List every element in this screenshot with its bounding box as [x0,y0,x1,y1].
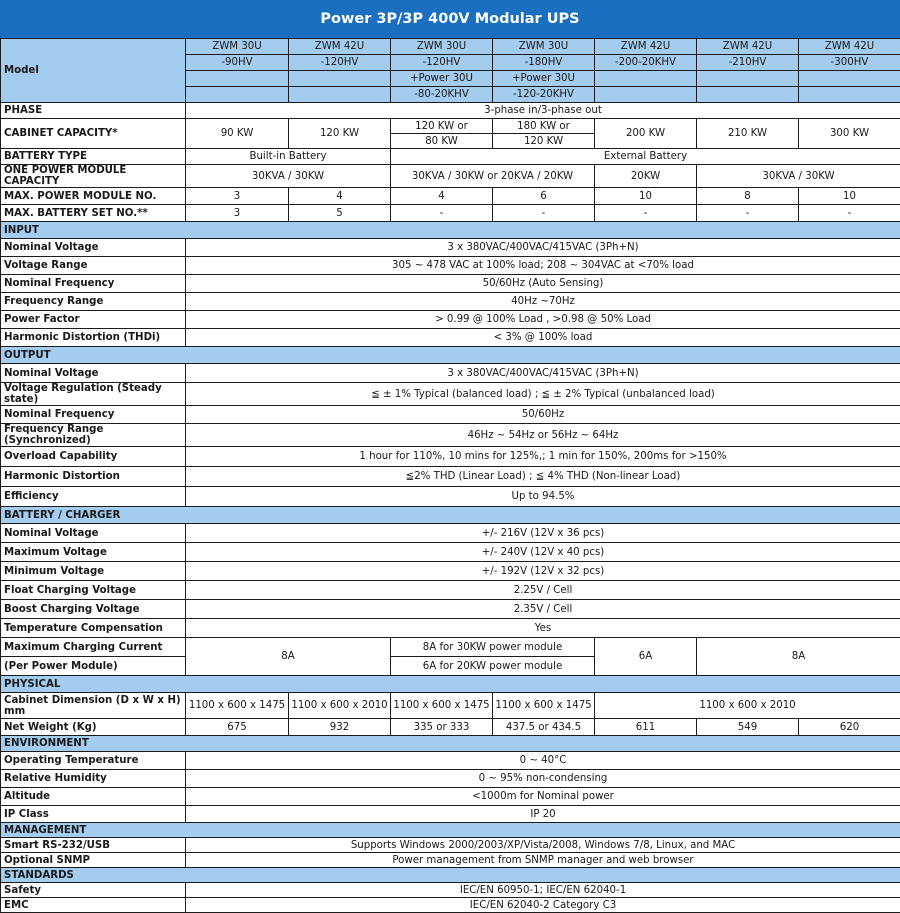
cabinet-capacity-value: 210 KW [697,119,799,149]
model-suffix: -210HV [697,55,799,71]
weight-value: 932 [289,719,391,736]
max-module-label: MAX. POWER MODULE NO. [1,188,186,205]
spec-label: Harmonic Distortion (THDi) [1,329,186,347]
spec-value: Up to 94.5% [186,487,900,507]
cabinet-capacity-value: 300 KW [799,119,900,149]
battery-type-label: BATTERY TYPE [1,149,186,165]
model-extra: +Power 30U [391,71,493,87]
page-title: Power 3P/3P 400V Modular UPS [0,0,900,38]
model-name: ZWM 42U [289,39,391,55]
spec-value: < 3% @ 100% load [186,329,900,347]
section-output: OUTPUT [1,347,900,364]
spec-value: 1 hour for 110%, 10 mins for 125%,; 1 min for 150%, 200ms for >150% [186,447,900,467]
section-standards: STANDARDS [1,868,900,883]
spec-label: Voltage Range [1,257,186,275]
cabinet-capacity-value: 90 KW [186,119,289,149]
spec-value: 305 ~ 478 VAC at 100% load; 208 ~ 304VAC at <70% load [186,257,900,275]
spec-label: Nominal Voltage [1,524,186,543]
spec-value: 0 ~ 95% non-condensing [186,770,900,788]
model-name: ZWM 42U [595,39,697,55]
spec-value: > 0.99 @ 100% Load , >0.98 @ 50% Load [186,311,900,329]
model-extra2 [289,87,391,103]
dimension-value: 1100 x 600 x 2010 [289,693,391,719]
model-extra [186,71,289,87]
spec-value: 3 x 380VAC/400VAC/415VAC (3Ph+N) [186,364,900,383]
model-name: ZWM 42U [697,39,799,55]
charging-current-value: 6A for 20KW power module [391,657,595,676]
charging-current-sublabel: (Per Power Module) [1,657,186,676]
weight-value: 675 [186,719,289,736]
max-battery-value: 3 [186,205,289,222]
spec-table [0,38,900,913]
battery-type-builtin: Built-in Battery [186,149,391,165]
weight-value: 611 [595,719,697,736]
spec-value: +/- 240V (12V x 40 pcs) [186,543,900,562]
cabinet-capacity-label: CABINET CAPACITY* [1,119,186,149]
model-name: ZWM 30U [391,39,493,55]
spec-value: 50/60Hz [186,406,900,424]
spec-label: Nominal Frequency [1,275,186,293]
max-module-value: 4 [391,188,493,205]
phase-value: 3-phase in/3-phase out [186,103,900,119]
cabinet-capacity-value: 80 KW [391,134,493,149]
max-module-value: 10 [595,188,697,205]
max-battery-value: - [391,205,493,222]
module-capacity-value: 30KVA / 30KW [697,165,900,188]
module-capacity-value: 20KW [595,165,697,188]
section-battery: BATTERY / CHARGER [1,507,900,524]
weight-value: 335 or 333 [391,719,493,736]
spec-value: 3 x 380VAC/400VAC/415VAC (3Ph+N) [186,239,900,257]
spec-label: Frequency Range [1,293,186,311]
spec-value: ≦ ± 1% Typical (balanced load) ; ≦ ± 2% Typical (unbalanced load) [186,383,900,406]
model-extra2 [697,87,799,103]
cabinet-capacity-value: 180 KW or [493,119,595,134]
spec-label: Altitude [1,788,186,806]
spec-value: <1000m for Nominal power [186,788,900,806]
spec-value: Supports Windows 2000/2003/XP/Vista/2008, Windows 7/8, Linux, and MAC [186,838,900,853]
module-capacity-value: 30KVA / 30KW or 20KVA / 20KW [391,165,595,188]
weight-value: 437.5 or 434.5 [493,719,595,736]
model-suffix: -120HV [391,55,493,71]
spec-label: Safety [1,883,186,898]
max-battery-value: - [697,205,799,222]
max-battery-value: - [595,205,697,222]
model-suffix: -200-20KHV [595,55,697,71]
model-suffix: -90HV [186,55,289,71]
model-extra2 [595,87,697,103]
model-name: ZWM 30U [493,39,595,55]
weight-value: 549 [697,719,799,736]
spec-label: Maximum Voltage [1,543,186,562]
charging-current-value: 8A for 30KW power module [391,638,595,657]
charging-current-value: 8A [186,638,391,676]
model-extra2: -80-20KHV [391,87,493,103]
charging-current-label: Maximum Charging Current [1,638,186,657]
model-name: ZWM 42U [799,39,900,55]
model-extra [799,71,900,87]
dimension-value: 1100 x 600 x 1475 [493,693,595,719]
max-battery-value: - [799,205,900,222]
module-capacity-value: 30KVA / 30KW [186,165,391,188]
spec-label: EMC [1,898,186,913]
model-extra [697,71,799,87]
spec-label: Nominal Voltage [1,364,186,383]
spec-label: Boost Charging Voltage [1,600,186,619]
spec-label: Minimum Voltage [1,562,186,581]
spec-value: IEC/EN 60950-1; IEC/EN 62040-1 [186,883,900,898]
spec-label: Relative Humidity [1,770,186,788]
cabinet-capacity-value: 120 KW [289,119,391,149]
model-extra2 [186,87,289,103]
model-extra [595,71,697,87]
model-suffix: -120HV [289,55,391,71]
spec-value: 0 ~ 40°C [186,752,900,770]
section-management: MANAGEMENT [1,823,900,838]
model-label: Model [1,39,186,103]
model-name: ZWM 30U [186,39,289,55]
cabinet-capacity-value: 120 KW [493,134,595,149]
spec-label: Power Factor [1,311,186,329]
spec-label: IP Class [1,806,186,823]
max-battery-label: MAX. BATTERY SET NO.** [1,205,186,222]
max-battery-value: - [493,205,595,222]
spec-label: Voltage Regulation (Steady state) [1,383,186,406]
dimension-value: 1100 x 600 x 2010 [595,693,900,719]
model-extra: +Power 30U [493,71,595,87]
section-physical: PHYSICAL [1,676,900,693]
spec-value: +/- 192V (12V x 32 pcs) [186,562,900,581]
spec-label: Frequency Range (Synchronized) [1,424,186,447]
model-extra [289,71,391,87]
cabinet-capacity-value: 200 KW [595,119,697,149]
cabinet-capacity-value: 120 KW or [391,119,493,134]
max-module-value: 4 [289,188,391,205]
spec-label: Optional SNMP [1,853,186,868]
dimension-value: 1100 x 600 x 1475 [186,693,289,719]
spec-value: 40Hz ~70Hz [186,293,900,311]
max-module-value: 8 [697,188,799,205]
charging-current-value: 6A [595,638,697,676]
model-extra2: -120-20KHV [493,87,595,103]
spec-value: IEC/EN 62040-2 Category C3 [186,898,900,913]
weight-label: Net Weight (Kg) [1,719,186,736]
battery-type-external: External Battery [391,149,900,165]
spec-value: +/- 216V (12V x 36 pcs) [186,524,900,543]
spec-value: IP 20 [186,806,900,823]
module-capacity-label: ONE POWER MODULE CAPACITY [1,165,186,188]
phase-label: PHASE [1,103,186,119]
spec-label: Temperature Compensation [1,619,186,638]
section-input: INPUT [1,222,900,239]
spec-label: Smart RS-232/USB [1,838,186,853]
spec-label: Nominal Frequency [1,406,186,424]
spec-value: Power management from SNMP manager and web browser [186,853,900,868]
charging-current-value: 8A [697,638,900,676]
spec-value: ≦2% THD (Linear Load) ; ≦ 4% THD (Non-linear Load) [186,467,900,487]
weight-value: 620 [799,719,900,736]
spec-value: 2.25V / Cell [186,581,900,600]
model-extra2 [799,87,900,103]
model-suffix: -180HV [493,55,595,71]
spec-value: 50/60Hz (Auto Sensing) [186,275,900,293]
max-battery-value: 5 [289,205,391,222]
spec-value: 2.35V / Cell [186,600,900,619]
model-suffix: -300HV [799,55,900,71]
spec-label: Float Charging Voltage [1,581,186,600]
spec-value: Yes [186,619,900,638]
spec-value: 46Hz ~ 54Hz or 56Hz ~ 64Hz [186,424,900,447]
spec-label: Operating Temperature [1,752,186,770]
dimension-value: 1100 x 600 x 1475 [391,693,493,719]
dimension-label: Cabinet Dimension (D x W x H) mm [1,693,186,719]
max-module-value: 10 [799,188,900,205]
spec-label: Nominal Voltage [1,239,186,257]
spec-label: Overload Capability [1,447,186,467]
spec-label: Efficiency [1,487,186,507]
max-module-value: 3 [186,188,289,205]
section-environment: ENVIRONMENT [1,736,900,752]
spec-label: Harmonic Distortion [1,467,186,487]
max-module-value: 6 [493,188,595,205]
